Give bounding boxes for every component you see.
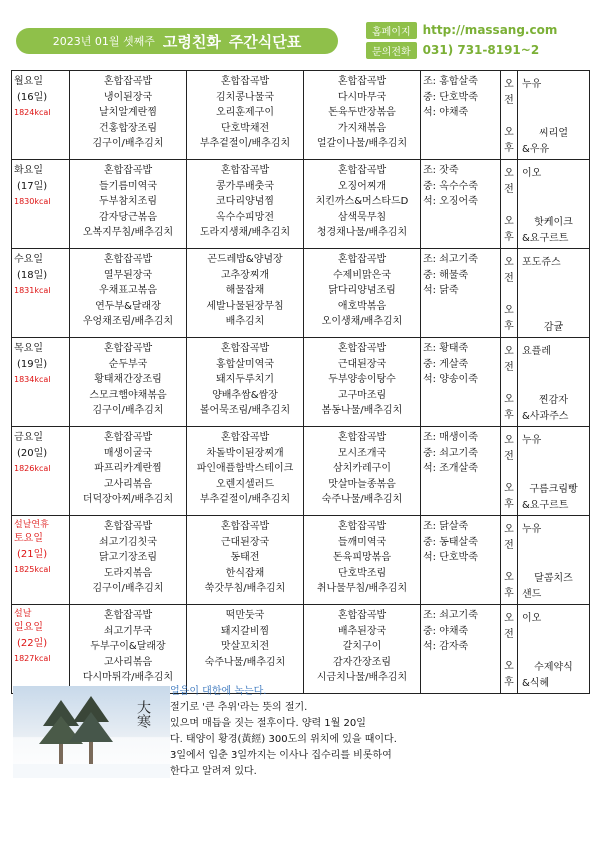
pm-label: 후 <box>504 498 514 510</box>
lunch-item: 김치콩나물국 <box>216 91 274 103</box>
am-snack: 누유 <box>522 79 542 90</box>
lunch-item: 맛살꼬치전 <box>220 641 270 652</box>
lunch-item: 혼합잡곡밥 <box>220 76 270 87</box>
am-snack: 포도쥬스 <box>522 257 561 268</box>
day-name: 금요일 <box>14 432 43 443</box>
porridge-item: 중: 단호박죽 <box>423 91 478 103</box>
day-kcal: 1827kcal <box>14 654 51 663</box>
porridge-item: 조: 쇠고기죽 <box>423 610 478 621</box>
lunch-item: 곤드레밥&양념장 <box>207 254 283 265</box>
am-label: 오 <box>504 168 514 179</box>
menu-row <box>12 71 590 160</box>
description-line: 있으며 매듭을 짓는 절후이다. 양력 1월 20일 <box>170 718 366 729</box>
porridge-item: 석: 단호박죽 <box>423 552 478 563</box>
lunch-item: 코다리양념찜 <box>216 196 274 207</box>
am-snack: 이오 <box>522 613 542 624</box>
lunch-item: 도라지생채/배추김치 <box>199 227 291 238</box>
dinner-cell <box>304 71 421 160</box>
breakfast-item: 연두부&달래장 <box>95 300 161 312</box>
am-label: 전 <box>504 628 514 640</box>
porridge-item: 석: 닭죽 <box>423 285 459 296</box>
lunch-item: 혼합잡곡밥 <box>220 165 270 176</box>
dinner-cell <box>304 338 421 427</box>
dinner-item: 삼색묵무침 <box>337 211 387 223</box>
breakfast-item: 고사리볶음 <box>103 478 153 490</box>
snack-cell <box>518 249 590 338</box>
dinner-item: 단호박조림 <box>337 567 387 579</box>
dinner-item: 가지채볶음 <box>337 122 387 134</box>
dinner-item: 돈육피망볶음 <box>333 552 391 563</box>
snack-cell <box>518 338 590 427</box>
homepage-link[interactable]: http://massang.com <box>422 23 558 37</box>
pm-snack: 달콤치즈 <box>534 573 573 584</box>
phone-label: 문의전화 <box>366 42 417 59</box>
menu-row <box>12 249 590 338</box>
porridge-item: 중: 동태살죽 <box>423 536 478 548</box>
day-cell <box>12 427 70 516</box>
holiday-label: 설날연휴 <box>14 520 49 530</box>
porridge-cell <box>421 71 501 160</box>
day-cell <box>12 605 70 694</box>
dinner-item: 혼합잡곡밥 <box>337 165 387 176</box>
day-kcal: 1831kcal <box>14 286 51 295</box>
am-snack: 누유 <box>522 435 542 446</box>
porridge-cell <box>421 427 501 516</box>
dinner-cell <box>304 249 421 338</box>
dinner-item: 들깨미역국 <box>337 536 387 548</box>
breakfast-item: 냉이된장국 <box>103 91 153 103</box>
pm-label: 후 <box>504 320 514 332</box>
dinner-item: 애호박볶음 <box>337 300 387 312</box>
pm-label: 후 <box>504 587 514 599</box>
homepage-label: 홈페이지 <box>366 22 417 39</box>
porridge-item: 석: 오징어죽 <box>423 196 478 207</box>
day-cell <box>12 249 70 338</box>
breakfast-item: 김구이/배추김치 <box>92 138 164 149</box>
snack-time-cell <box>501 605 518 694</box>
am-label: 오 <box>504 613 514 624</box>
day-date: (16일) <box>17 91 48 103</box>
snack-time-cell <box>501 427 518 516</box>
dinner-item: 숙주나물/배추김치 <box>321 494 403 505</box>
dinner-item: 청경채나물/배추김치 <box>316 227 408 238</box>
breakfast-item: 닭고기장조림 <box>99 552 157 563</box>
day-date: (21일) <box>17 548 48 560</box>
porridge-item: 중: 해물죽 <box>423 269 469 281</box>
lunch-item: 홍합살미역국 <box>216 358 274 370</box>
porridge-item: 조: 잣죽 <box>423 165 459 176</box>
lunch-cell <box>187 249 304 338</box>
breakfast-item: 우채표고볶음 <box>99 285 157 296</box>
am-label: 전 <box>504 272 514 284</box>
breakfast-item: 쇠고기무국 <box>103 625 153 637</box>
day-kcal: 1824kcal <box>14 108 51 117</box>
porridge-item: 중: 야채죽 <box>423 625 469 637</box>
breakfast-item: 다시마튀각/배추김치 <box>82 672 174 683</box>
lunch-item: 떡만둣국 <box>225 610 265 621</box>
snack-time-cell <box>501 516 518 605</box>
snack-time-cell <box>501 71 518 160</box>
breakfast-cell <box>70 516 187 605</box>
lunch-cell <box>187 160 304 249</box>
day-date: (22일) <box>17 637 48 649</box>
lunch-item: 숙주나물/배추김치 <box>204 656 286 668</box>
breakfast-item: 혼합잡곡밥 <box>103 610 153 621</box>
lunch-item: 오렌지셀러드 <box>216 478 274 490</box>
breakfast-item: 혼합잡곡밥 <box>103 432 153 443</box>
lunch-item: 오리훈제구이 <box>216 107 274 118</box>
dinner-item: 오징어찌개 <box>337 180 387 192</box>
title-bar <box>16 28 338 54</box>
lunch-item: 혼합잡곡밥 <box>220 521 270 532</box>
dinner-item: 혼합잡곡밥 <box>337 521 387 532</box>
breakfast-item: 스모크햄야채볶음 <box>89 389 167 401</box>
am-snack: 요플레 <box>522 346 551 357</box>
porridge-item: 석: 양송이죽 <box>423 374 478 385</box>
breakfast-item: 열무된장국 <box>103 269 153 281</box>
day-date: (19일) <box>17 358 48 370</box>
porridge-item: 조: 쇠고기죽 <box>423 254 478 265</box>
dinner-item: 맛살마늘종볶음 <box>328 478 396 490</box>
breakfast-item: 혼합잡곡밥 <box>103 254 153 265</box>
breakfast-item: 도라지볶음 <box>103 567 153 579</box>
breakfast-item: 황태채간장조림 <box>94 374 162 385</box>
breakfast-item: 혼합잡곡밥 <box>103 343 153 354</box>
day-date: (17일) <box>17 180 48 192</box>
pm-label: 후 <box>504 409 514 421</box>
breakfast-item: 혼합잡곡밥 <box>103 76 153 87</box>
description-line: 다. 태양이 황경(黃經) 300도의 위치에 있을 때이다. <box>170 734 397 745</box>
pm-snack: 찐감자 <box>539 395 568 406</box>
menu-row <box>12 516 590 605</box>
lunch-item: 해물잡채 <box>225 285 265 296</box>
weekly-menu-table <box>11 70 590 694</box>
dinner-cell <box>304 427 421 516</box>
doc-title: 주간식단표 <box>228 32 302 51</box>
pm-label: 후 <box>504 231 514 243</box>
pm-snack: &우유 <box>522 143 550 155</box>
dinner-item: 혼합잡곡밥 <box>337 343 387 354</box>
porridge-item: 중: 옥수수죽 <box>423 180 478 192</box>
pm-label: 오 <box>504 661 514 672</box>
porridge-cell <box>421 338 501 427</box>
breakfast-item: 매생이굴국 <box>103 447 153 459</box>
lunch-cell <box>187 516 304 605</box>
dinner-item: 돈육두반장볶음 <box>328 107 396 118</box>
org-label: 고령친화 <box>162 32 221 51</box>
dinner-item: 모시조개국 <box>337 447 387 459</box>
dinner-item: 두부양송이탕수 <box>328 374 396 385</box>
breakfast-cell <box>70 427 187 516</box>
pm-snack: 샌드 <box>522 588 542 600</box>
lunch-item: 동태전 <box>230 552 260 563</box>
day-name: 화요일 <box>14 165 43 176</box>
lunch-cell <box>187 427 304 516</box>
dinner-item: 혼합잡곡밥 <box>337 254 387 265</box>
menu-row <box>12 427 590 516</box>
snack-cell <box>518 71 590 160</box>
porridge-cell <box>421 249 501 338</box>
porridge-item: 조: 닭살죽 <box>423 521 469 532</box>
dinner-item: 닭다리양념조림 <box>328 285 396 296</box>
period-label: 2023년 01월 셋째주 <box>52 35 155 48</box>
pm-snack: 감귤 <box>543 321 564 333</box>
lunch-item: 쑥갓무침/배추김치 <box>204 583 286 594</box>
snack-time-cell <box>501 160 518 249</box>
dinner-item: 고구마조림 <box>337 389 387 401</box>
menu-row <box>12 338 590 427</box>
am-snack: 이오 <box>522 168 542 179</box>
day-kcal: 1830kcal <box>14 197 51 206</box>
pm-snack: 구름크림빵 <box>529 484 578 495</box>
snack-cell <box>518 516 590 605</box>
lunch-item: 옥수수피망전 <box>216 211 274 223</box>
lunch-item: 배추김치 <box>225 316 265 327</box>
day-cell <box>12 516 70 605</box>
dinner-cell <box>304 605 421 694</box>
dinner-item: 배추된장국 <box>337 625 387 637</box>
breakfast-item: 두부구이&달래장 <box>90 641 166 652</box>
dinner-item: 갈치구이 <box>342 641 382 652</box>
description-line: 한다고 알려져 있다. <box>170 766 257 777</box>
breakfast-cell <box>70 160 187 249</box>
day-cell <box>12 71 70 160</box>
dinner-item: 근대된장국 <box>337 358 387 370</box>
day-kcal: 1825kcal <box>14 565 51 574</box>
lunch-item: 근대된장국 <box>220 536 270 548</box>
lunch-item: 혼합잡곡밥 <box>220 343 270 354</box>
pm-snack: &사과주스 <box>522 410 569 422</box>
day-name: 토요일 <box>14 533 43 544</box>
breakfast-item: 김구이/배추김치 <box>92 405 164 416</box>
am-snack: 누유 <box>522 524 542 535</box>
description-line: 얼음이 대한에 녹는다. <box>170 686 267 697</box>
breakfast-cell <box>70 71 187 160</box>
pm-label: 오 <box>504 394 514 405</box>
day-cell <box>12 338 70 427</box>
pm-label: 오 <box>504 127 514 138</box>
dinner-item: 치킨까스&머스타드D <box>315 196 409 207</box>
dinner-cell <box>304 160 421 249</box>
porridge-cell <box>421 160 501 249</box>
dinner-item: 수제비맑은국 <box>333 269 391 281</box>
lunch-cell <box>187 605 304 694</box>
breakfast-cell <box>70 605 187 694</box>
day-kcal: 1834kcal <box>14 375 51 384</box>
dinner-item: 삼치카레구이 <box>333 463 391 474</box>
homepage-row <box>366 22 557 38</box>
phone-row <box>366 42 539 58</box>
porridge-cell <box>421 516 501 605</box>
am-label: 전 <box>504 94 514 106</box>
dinner-item: 혼합잡곡밥 <box>337 76 387 87</box>
lunch-cell <box>187 338 304 427</box>
am-label: 오 <box>504 524 514 535</box>
breakfast-item: 파프리카계란찜 <box>94 463 162 474</box>
breakfast-item: 들기름미역국 <box>99 180 157 192</box>
pm-snack: &요구르트 <box>522 232 569 244</box>
porridge-cell <box>421 605 501 694</box>
breakfast-item: 쇠고기김칫국 <box>99 536 157 548</box>
breakfast-item: 혼합잡곡밥 <box>103 165 153 176</box>
porridge-item: 조: 황태죽 <box>423 343 469 354</box>
description-line: 절기로 '큰 추위'라는 뜻의 절기. <box>170 702 308 713</box>
lunch-item: 세발나물된장무침 <box>206 300 284 312</box>
pm-label: 오 <box>504 305 514 316</box>
breakfast-item: 고사리볶음 <box>103 656 153 668</box>
day-kcal: 1826kcal <box>14 464 51 473</box>
day-name: 월요일 <box>14 76 43 87</box>
description-line: 3일에서 입춘 3일까지는 이사나 집수리를 비롯하여 <box>170 750 392 761</box>
porridge-item: 조: 홍합살죽 <box>423 76 478 87</box>
lunch-cell <box>187 71 304 160</box>
dinner-item: 혼합잡곡밥 <box>337 610 387 621</box>
lunch-item: 차돌박이된장찌개 <box>206 447 284 459</box>
day-date: (18일) <box>17 269 48 281</box>
lunch-item: 돼지갈비찜 <box>220 625 270 637</box>
menu-row <box>12 160 590 249</box>
pm-snack: 수제약식 <box>534 662 573 673</box>
holiday-label: 설날 <box>14 609 32 619</box>
daehan-image <box>13 686 170 778</box>
phone-number: 031) 731-8191~2 <box>422 43 540 57</box>
breakfast-item: 건홍합장조림 <box>99 122 157 134</box>
snack-time-cell <box>501 338 518 427</box>
pm-label: 오 <box>504 483 514 494</box>
lunch-item: 고추장찌개 <box>220 269 270 281</box>
pm-snack: &식혜 <box>522 677 550 689</box>
daehan-description <box>170 684 590 780</box>
dinner-item: 감자간장조림 <box>333 656 391 668</box>
dinner-item: 오이생채/배추김치 <box>321 316 403 327</box>
snack-time-cell <box>501 249 518 338</box>
snack-cell <box>518 160 590 249</box>
pm-label: 오 <box>504 216 514 227</box>
pm-snack: 핫케이크 <box>534 217 573 228</box>
breakfast-item: 감자당근볶음 <box>99 211 157 223</box>
lunch-item: 혼합잡곡밥 <box>220 432 270 443</box>
am-label: 전 <box>504 361 514 373</box>
lunch-item: 파인애플함박스테이크 <box>196 463 294 474</box>
pm-snack: 씨리얼 <box>539 128 568 139</box>
lunch-item: 양배추쌈&쌈장 <box>212 389 278 401</box>
snack-cell <box>518 605 590 694</box>
daehan-caption: 大寒 <box>135 700 151 728</box>
pm-label: 후 <box>504 142 514 154</box>
breakfast-item: 더덕장아찌/배추김치 <box>82 494 174 505</box>
pm-label: 오 <box>504 572 514 583</box>
porridge-item: 중: 쇠고기죽 <box>423 447 478 459</box>
breakfast-item: 혼합잡곡밥 <box>103 521 153 532</box>
am-label: 전 <box>504 183 514 195</box>
lunch-item: 볼어묵조림/배추김치 <box>199 405 291 416</box>
am-label: 오 <box>504 346 514 357</box>
breakfast-item: 날치알계란찜 <box>99 107 157 118</box>
porridge-item: 석: 감자죽 <box>423 641 469 652</box>
dinner-item: 혼합잡곡밥 <box>337 432 387 443</box>
day-date: (20일) <box>17 447 48 459</box>
breakfast-item: 두부참치조림 <box>99 196 157 207</box>
lunch-item: 단호박채전 <box>220 122 270 134</box>
day-name: 목요일 <box>14 343 43 354</box>
dinner-cell <box>304 516 421 605</box>
lunch-item: 한식잡채 <box>225 567 265 579</box>
porridge-item: 석: 조개살죽 <box>423 463 478 474</box>
porridge-item: 석: 야채죽 <box>423 107 469 118</box>
breakfast-item: 순두부국 <box>108 358 148 370</box>
dinner-item: 취나물무침/배추김치 <box>316 583 408 594</box>
day-name: 수요일 <box>14 254 43 265</box>
breakfast-item: 오복지무침/배추김치 <box>82 227 174 238</box>
am-label: 오 <box>504 435 514 446</box>
breakfast-item: 우엉채조림/배추김치 <box>82 316 174 327</box>
day-cell <box>12 160 70 249</box>
am-label: 전 <box>504 539 514 551</box>
dinner-item: 얼갈이나물/배추김치 <box>316 138 408 149</box>
snack-cell <box>518 427 590 516</box>
dinner-item: 다시마무국 <box>337 91 387 103</box>
menu-row <box>12 605 590 694</box>
dinner-item: 시금치나물/배추김치 <box>316 672 408 683</box>
am-label: 오 <box>504 79 514 90</box>
am-label: 오 <box>504 257 514 268</box>
porridge-item: 조: 매생이죽 <box>423 432 478 443</box>
pm-snack: &요구르트 <box>522 499 569 511</box>
am-label: 전 <box>504 450 514 462</box>
lunch-item: 콩가루배춧국 <box>216 180 274 192</box>
breakfast-item: 김구이/배추김치 <box>92 583 164 594</box>
breakfast-cell <box>70 249 187 338</box>
lunch-item: 부추겉절이/배추김치 <box>199 494 291 505</box>
day-name: 일요일 <box>14 622 43 633</box>
breakfast-cell <box>70 338 187 427</box>
dinner-item: 봄동나물/배추김치 <box>321 405 403 416</box>
lunch-item: 돼지두루치기 <box>216 374 274 385</box>
porridge-item: 중: 게살죽 <box>423 358 469 370</box>
lunch-item: 부추겉절이/배추김치 <box>199 138 291 149</box>
pm-label: 후 <box>504 676 514 688</box>
